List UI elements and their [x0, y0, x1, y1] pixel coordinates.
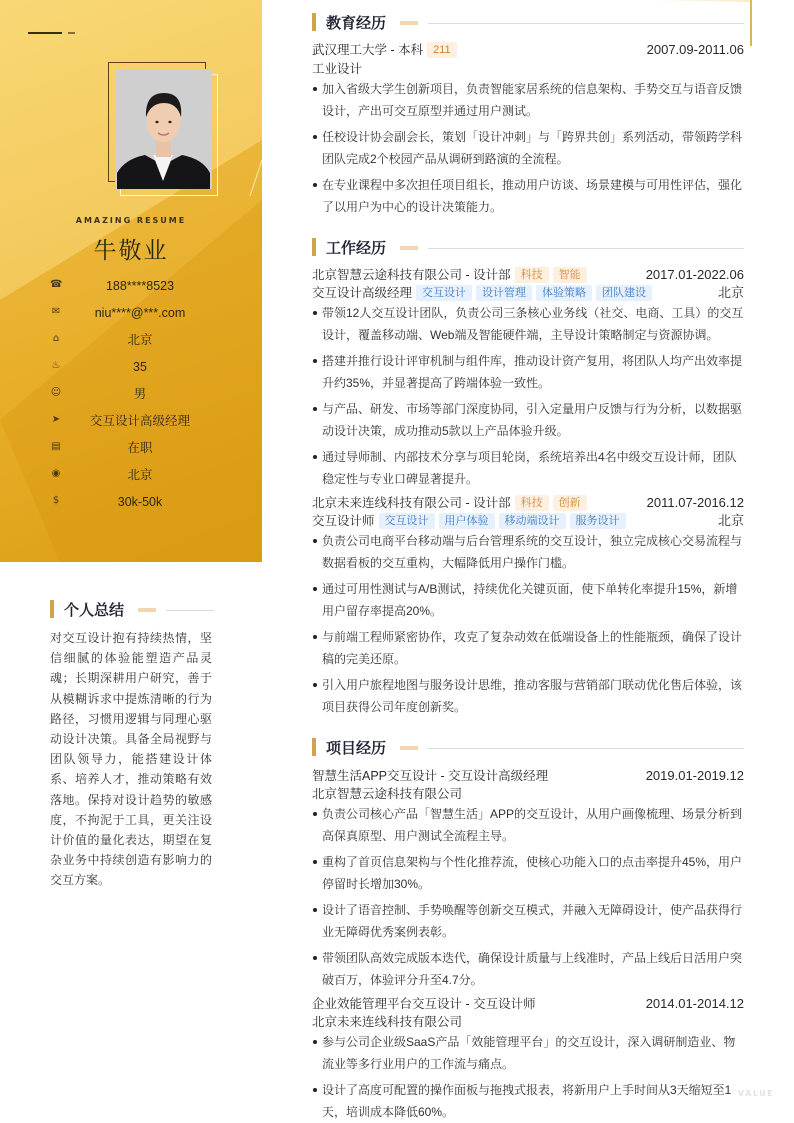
- section-divider: [166, 610, 214, 611]
- info-value: 北京: [127, 468, 153, 482]
- bullet-item: 通过导师制、内部技术分享与项目轮岗，系统培养出4名中级交互设计师，团队稳定性与专业口碑显著提升。: [312, 446, 744, 490]
- job-period: 2011.07-2016.12: [646, 495, 744, 510]
- money-icon: $: [52, 495, 60, 506]
- info-value: 30k-50k: [117, 495, 163, 509]
- section-accent-bar: [312, 13, 316, 31]
- bullet-item: 通过可用性测试与A/B测试，持续优化关键页面，使下单转化率提升15%，新增用户留存率提高20%。: [312, 578, 744, 622]
- bullet-item: 负责公司核心产品「智慧生活」APP的交互设计，从用户画像梳理、场景分析到高保真原型、用户测试全流程主导。: [312, 803, 744, 847]
- section-title: 工作经历: [326, 239, 387, 257]
- school-name: 武汉理工大学 - 本科: [312, 43, 424, 57]
- section-divider: [428, 248, 744, 249]
- mail-icon: ✉: [51, 306, 61, 317]
- summary-heading: [50, 600, 220, 618]
- company-name: 北京未来连线科技有限公司 - 设计部: [312, 496, 511, 510]
- info-row: [0, 492, 262, 512]
- bullet-item: 搭建并推行设计评审机制与组件库，推动设计资产复用，将团队人均产出效率提升约35%，并显著提高了跨端体验一致性。: [312, 350, 744, 394]
- job-role: 交互设计师: [312, 514, 375, 528]
- section-accent-bar: [312, 238, 316, 256]
- project-period: 2019.01-2019.12: [645, 768, 744, 783]
- section-title: 项目经历: [326, 739, 387, 757]
- skill-tag: 团队建设: [596, 285, 652, 301]
- bullet-item: 带领团队高效完成版本迭代，确保设计质量与上线准时，产品上线后日活用户突破百万，体验评分升至4.7分。: [312, 947, 744, 991]
- education-period: 2007.09-2011.06: [646, 42, 744, 57]
- skill-tag: 服务设计: [570, 513, 626, 529]
- bullet-item: 在专业课程中多次担任项目组长，推动用户访谈、场景建模与可用性评估，强化了以用户为中心的设计决策能力。: [312, 174, 744, 218]
- info-row: [0, 303, 262, 323]
- section-pill: [400, 246, 418, 250]
- industry-tag: 科技: [515, 495, 549, 511]
- info-row: [0, 438, 262, 458]
- info-row: [0, 384, 262, 404]
- project-period: 2014.01-2014.12: [645, 996, 744, 1011]
- industry-tag: 创新: [553, 495, 587, 511]
- info-row: [0, 330, 262, 350]
- job-period: 2017.01-2022.06: [645, 267, 744, 282]
- info-value: 在职: [127, 441, 153, 455]
- skill-tag: 设计管理: [476, 285, 532, 301]
- bullet-item: 与前端工程师紧密协作，攻克了复杂动效在低端设备上的性能瓶颈，确保了设计稿的完美还原。: [312, 626, 744, 670]
- major-name: 工业设计: [312, 62, 363, 76]
- location-pin-icon: ◉: [51, 468, 61, 479]
- resume-tagline: AMAZING RESUME: [75, 216, 187, 225]
- skill-tag: 用户体验: [439, 513, 495, 529]
- project-company-row: [312, 785, 744, 803]
- project-company: 北京未来连线科技有限公司: [312, 1015, 463, 1029]
- bullet-item: 负责公司电商平台移动端与后台管理系统的交互设计，独立完成核心交易流程与数据看板的交互重构，大幅降低用户操作门槛。: [312, 530, 744, 574]
- job-header-row: [312, 266, 744, 284]
- section-accent-bar: [312, 738, 316, 756]
- info-value: 188****8523: [105, 279, 175, 293]
- section-accent-bar: [50, 600, 54, 618]
- industry-tag: 科技: [515, 267, 549, 283]
- info-row: [0, 411, 262, 431]
- project-header-row: [312, 767, 744, 785]
- section-pill: [400, 746, 418, 750]
- section-pill: [400, 21, 418, 25]
- section-divider: [428, 23, 744, 24]
- info-value: 男: [133, 387, 147, 401]
- project-name: 智慧生活APP交互设计 - 交互设计高级经理: [312, 769, 549, 783]
- skill-tag: 交互设计: [416, 285, 472, 301]
- info-value: 35: [133, 360, 147, 374]
- summary-text: 对交互设计抱有持续热情，坚信细腻的体验能塑造产品灵魂；长期深耕用户研究，善于从模糊诉求中提炼清晰的行为路径，习惯用逻辑与同理心驱动设计决策。具备全局视野与团队领导力，能搭建设计体系、培养人才，推动策略有效落地。保持对设计趋势的敏感度，不拘泥于工具，更关注设计价值的量化表达，期望在复杂业务中持续创造有影响力的交互方案。: [50, 631, 212, 888]
- bullet-item: 带领12人交互设计团队，负责公司三条核心业务线（社交、电商、工具）的交互设计，覆盖移动端、Web端及智能硬件端，主导设计策略制定与资源协调。: [312, 302, 744, 346]
- job-city: 北京: [717, 513, 744, 528]
- home-icon: ⌂: [52, 333, 60, 344]
- company-name: 北京智慧云途科技有限公司 - 设计部: [312, 268, 511, 282]
- industry-tag: 智能: [553, 267, 587, 283]
- info-value: 交互设计高级经理: [89, 414, 190, 428]
- info-row: [0, 276, 262, 296]
- job-header-row: [312, 494, 744, 512]
- bullet-item: 与产品、研发、市场等部门深度协同，引入定量用户反馈与行为分析，以数据驱动设计决策，成功推动5款以上产品体验升级。: [312, 398, 744, 442]
- bullet-item: 任校设计协会副会长，策划「设计冲刺」与「跨界共创」系列活动，带领跨学科团队完成2个校园产品从调研到路演的全流程。: [312, 126, 744, 170]
- job-role-row: [312, 512, 744, 530]
- send-icon: ➤: [51, 414, 61, 425]
- watermark-text: VALUE: [738, 1089, 775, 1098]
- cake-icon: ♨: [51, 360, 61, 371]
- job-role-row: [312, 284, 744, 302]
- job-city: 北京: [717, 285, 744, 300]
- bullet-item: 设计了语音控制、手势唤醒等创新交互模式，并融入无障碍设计，使产品获得行业无障碍优秀案例表彰。: [312, 899, 744, 943]
- avatar: [115, 69, 212, 189]
- info-row: [0, 357, 262, 377]
- bullet-item: 引入用户旅程地图与服务设计思维，推动客服与营销部门联动优化售后体验，该项目获得公司年度创新奖。: [312, 674, 744, 718]
- section-title: 教育经历: [326, 14, 387, 32]
- skill-tag: 体验策略: [536, 285, 592, 301]
- bullet-item: 参与公司企业级SaaS产品「效能管理平台」的交互设计，深入调研制造业、物流业等多行业用户的工作流与痛点。: [312, 1031, 744, 1075]
- education-heading: [312, 13, 744, 31]
- section-title: 个人总结: [64, 601, 125, 619]
- phone-icon: ☎: [50, 279, 63, 290]
- section-divider: [428, 748, 744, 749]
- projects-heading: [312, 738, 744, 756]
- info-row: [0, 465, 262, 485]
- avatar-portrait: [115, 69, 212, 189]
- decor-dash: [28, 32, 62, 34]
- project-name: 企业效能管理平台交互设计 - 交互设计师: [312, 997, 536, 1011]
- job-role: 交互设计高级经理: [312, 286, 413, 300]
- education-header-row: [312, 41, 744, 59]
- bullet-item: 加入省级大学生创新项目，负责智能家居系统的信息架构、手势交互与语音反馈设计，产出可交互原型并通过用户测试。: [312, 78, 744, 122]
- info-value: niu****@***.com: [94, 306, 186, 320]
- project-header-row: [312, 995, 744, 1013]
- work-heading: [312, 238, 744, 256]
- bullet-item: 重构了首页信息架构与个性化推荐流，使核心功能入口的点击率提升45%，用户停留时长增加30%。: [312, 851, 744, 895]
- briefcase-icon: ▤: [51, 441, 61, 452]
- candidate-name: 牛敬业: [93, 238, 169, 264]
- skill-tag: 移动端设计: [499, 513, 566, 529]
- skill-tag: 交互设计: [379, 513, 435, 529]
- decor-dash-short: [68, 32, 75, 34]
- major-row: [312, 60, 744, 78]
- project-company-row: [312, 1013, 744, 1031]
- info-value: 北京: [127, 333, 153, 347]
- project-company: 北京智慧云途科技有限公司: [312, 787, 463, 801]
- bullet-item: 设计了高度可配置的操作面板与拖拽式报表，将新用户上手时间从3天缩短至1天，培训成本降低60%。: [312, 1079, 744, 1123]
- gender-icon: ☺: [50, 387, 62, 398]
- school-tag: 211: [427, 42, 457, 58]
- section-pill: [138, 608, 156, 612]
